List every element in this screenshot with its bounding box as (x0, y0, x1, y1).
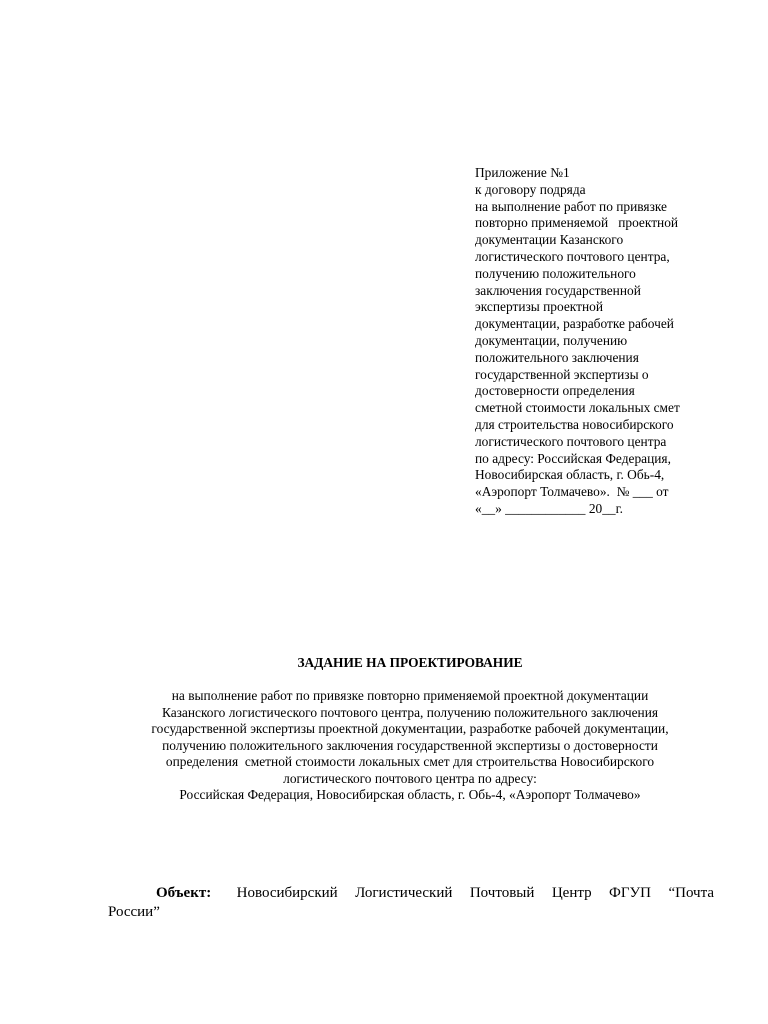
annex-line: достоверности определения (475, 383, 635, 399)
annex-line: сметной стоимости локальных смет (475, 400, 680, 416)
document-title: ЗАДАНИЕ НА ПРОЕКТИРОВАНИЕ (297, 655, 523, 670)
annex-line: документации Казанского (475, 232, 624, 248)
object-first-line (108, 884, 714, 903)
annex-line: государственной экспертизы о (475, 366, 649, 382)
annex-line: к договору подряда (475, 181, 586, 197)
annex-line: «Аэропорт Толмачево». № ___ от (475, 484, 669, 500)
object-word: Новосибирский (236, 885, 338, 901)
subtitle-line: Казанского логистического почтового центра, получению положительного заключения (161, 704, 659, 720)
annex-line: заключения государственной (475, 282, 641, 298)
subtitle-line: определения сметной стоимости локальных смет для строительства Новосибирского (165, 754, 655, 769)
subtitle-line: государственной экспертизы проектной документации, разработке рабочей документации, (151, 721, 669, 736)
annex-line: положительного заключения (475, 349, 639, 365)
object-word: Почтовый (469, 885, 535, 901)
subtitle-line: логистического почтового центра по адресу: (283, 770, 537, 786)
annex-line: документации, разработке рабочей (475, 316, 674, 332)
object-label: Объект: (156, 885, 212, 901)
annex-line: на выполнение работ по привязке (475, 198, 667, 214)
object-word: “Почта (668, 885, 714, 901)
annex-line: «__» ____________ 20__г. (475, 500, 623, 516)
annex-line: для строительства новосибирского (475, 416, 674, 432)
object-word: Логистический (355, 885, 453, 901)
annex-line: документации, получению (475, 332, 628, 348)
object-paragraph (108, 884, 714, 922)
annex-line: по адресу: Российская Федерация, (475, 450, 671, 466)
subtitle-line: на выполнение работ по привязке повторно применяемой проектной документации (171, 688, 649, 703)
annex-line: Новосибирская область, г. Обь-4, (475, 467, 665, 483)
annex-line: логистического почтового центра (475, 433, 667, 449)
annex-line: получению положительного (475, 265, 636, 281)
subtitle-line: получению положительного заключения государственной экспертизы о достоверности (162, 737, 658, 753)
annex-line: экспертизы проектной (475, 299, 604, 315)
object-word: Центр (551, 885, 592, 901)
annex-line: повторно применяемой проектной (475, 215, 679, 231)
subtitle-line: Российская Федерация, Новосибирская область, г. Обь-4, «Аэропорт Толмачево» (179, 787, 641, 802)
document-subtitle (100, 688, 720, 804)
object-continuation: России” (108, 904, 160, 920)
annex-line: Приложение №1 (475, 165, 570, 180)
annex-line: логистического почтового центра, (475, 248, 670, 264)
object-word: ФГУП (609, 885, 652, 901)
annex-header (475, 165, 725, 518)
